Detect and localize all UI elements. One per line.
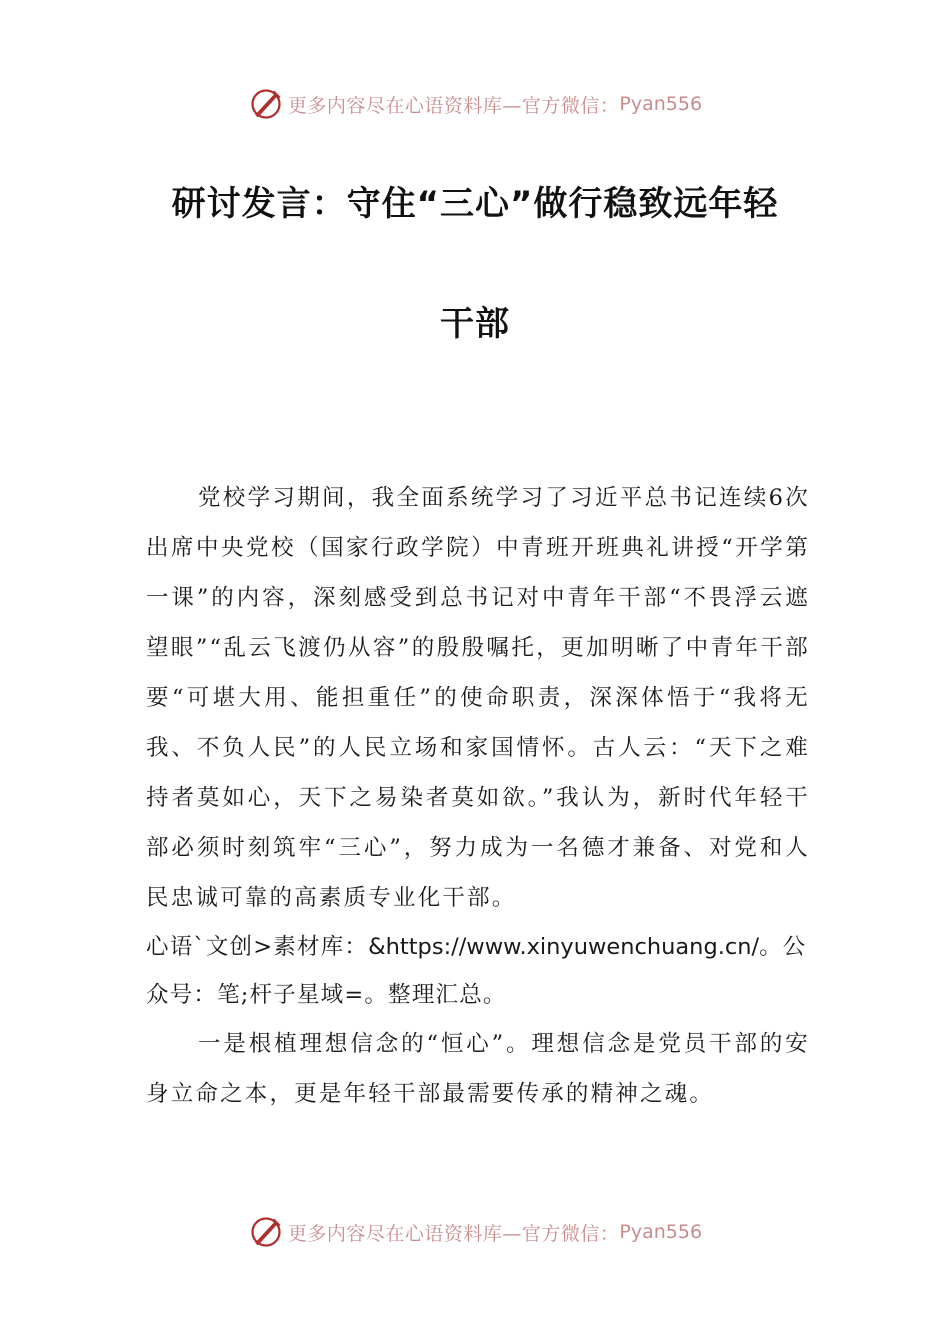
promo-rest: 。公众号：笔;杆子星域=。整理汇总。 [146, 934, 807, 1008]
promo-url-link[interactable]: &https://www.xinyuwenchuang.cn/ [368, 934, 760, 960]
promo-prefix: 心语`文创>素材库： [146, 934, 369, 960]
banner-wechat-id: Pyan556 [619, 1221, 703, 1243]
document-title-line-2: 干部 [440, 304, 510, 344]
header-watermark-banner [0, 84, 950, 124]
paragraph-point-one: 一是根植理想信念的“恒心”。理想信念是党员干部的安身立命之本，更是年轻干部最需要传承的精神之魂。 [146, 1031, 810, 1107]
banner-text: 更多内容尽在心语资料库—官方微信： [287, 94, 620, 117]
document-body [146, 473, 810, 1119]
footer-watermark-banner [0, 1212, 950, 1252]
paragraph-intro: 党校学习期间，我全面系统学习了习近平总书记连续6次出席中央党校（国家行政学院）中青班开班典礼讲授“开学第一课”的内容，深刻感受到总书记对中青年干部“不畏浮云遮望眼”“乱云飞渡仍从容”的殷殷嘱托，更加明晰了中青年干部要“可堪大用、能担重任”的使命职责，深深体悟于“我将无我、不负人民”的人民立场和家国情怀。古人云：“天下之难持者莫如心，天下之易染者莫如欲。”我认为，新时代年轻干部必须时刻筑牢“三心”，努力成为一名德才兼备、对党和人民忠诚可靠的高素质专业化干部。 [146, 485, 810, 911]
pen-nib-seal-icon [248, 86, 284, 122]
pen-nib-seal-icon [248, 1214, 284, 1250]
banner-text: 更多内容尽在心语资料库—官方微信： [287, 1222, 620, 1245]
banner-wechat-id: Pyan556 [619, 93, 703, 115]
document-title-line-1: 研讨发言：守住“三心”做行稳致远年轻 [171, 184, 779, 224]
promo-line [146, 923, 810, 1019]
